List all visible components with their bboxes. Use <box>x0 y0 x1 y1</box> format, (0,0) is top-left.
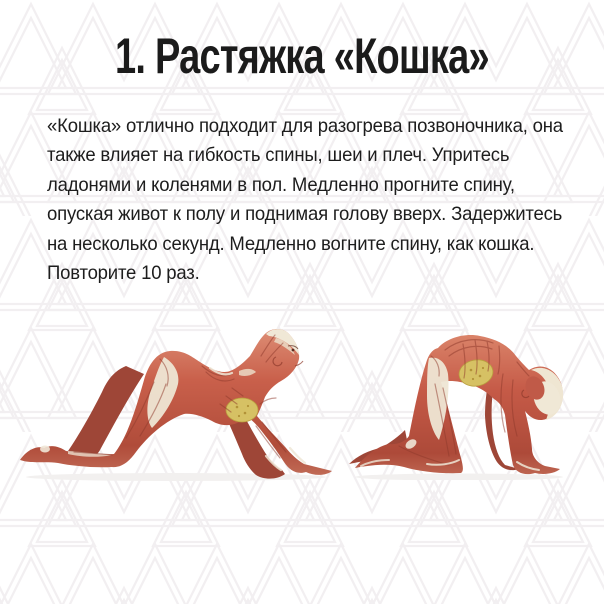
instruction-line: на несколько секунд. Медленно вогните спину, как кошка. <box>47 232 535 255</box>
instruction-line: опуская живот к полу и поднимая голову вверх. Задержитесь <box>47 203 563 226</box>
instruction-line: ладонями и коленями в пол. Медленно прогните спину, <box>47 173 515 196</box>
figure-cat-pose-art <box>349 335 565 480</box>
instruction-line: «Кошка» отлично подходит для разогрева позвоночника, она <box>47 115 563 137</box>
page-title-text: 1. Растяжка «Кошка» <box>115 28 489 84</box>
figure-cow-pose-art <box>20 329 332 481</box>
instruction-line: Повторите 10 раз. <box>47 262 200 285</box>
anatomy-figure-back-arched-head-up <box>14 324 336 482</box>
page-title <box>0 30 604 95</box>
instruction-line: также влияет на гибкость спины, шеи и плеч. Упритесь <box>47 144 510 167</box>
instruction-paragraph <box>47 112 574 288</box>
anatomy-figure-back-rounded-head-down <box>347 328 582 480</box>
